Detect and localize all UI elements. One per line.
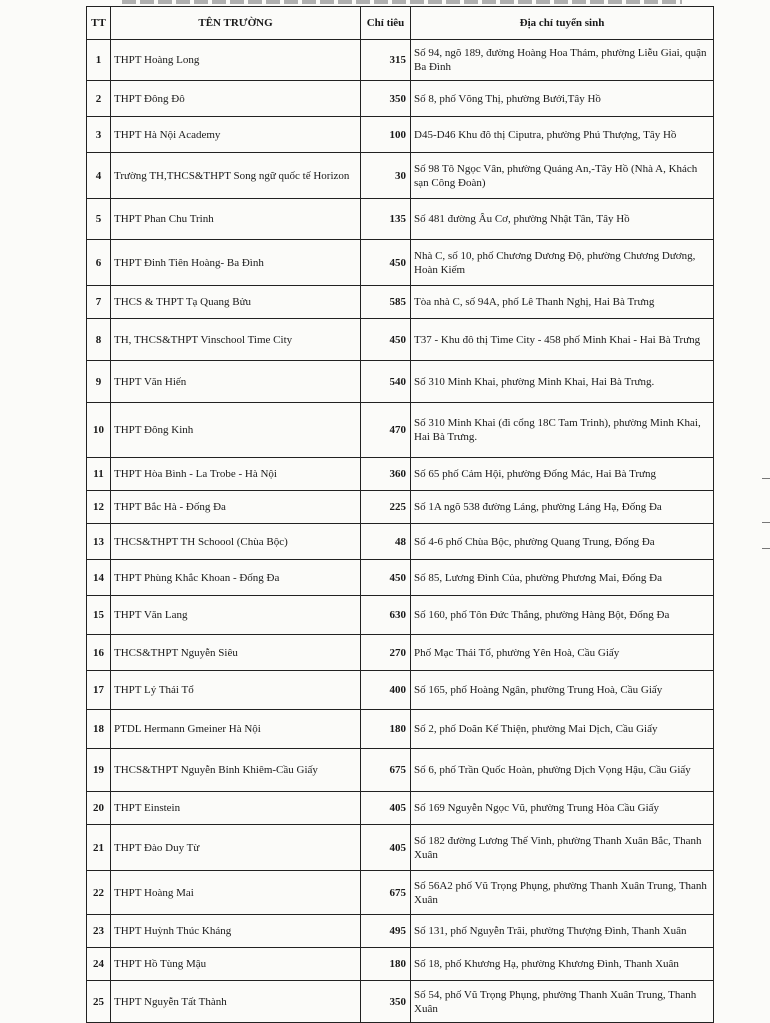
address-text: Số 1A ngõ 538 đường Láng, phường Láng Hạ, Đống Đa (411, 491, 714, 524)
address-text: Số 6, phố Trần Quốc Hoàn, phường Dịch Vọng Hậu, Cầu Giấy (411, 749, 714, 792)
school-name: PTDL Hermann Gmeiner Hà Nội (111, 710, 361, 749)
cropped-header-line (122, 0, 682, 4)
margin-mark (762, 522, 770, 523)
school-name: THPT Lý Thái Tổ (111, 671, 361, 710)
school-name: THPT Huỳnh Thúc Kháng (111, 915, 361, 948)
address-text: Số 481 đường Âu Cơ, phường Nhật Tân, Tây Hồ (411, 199, 714, 240)
table-row (87, 81, 714, 117)
address-text: Tòa nhà C, số 94A, phố Lê Thanh Nghị, Hai Bà Trưng (411, 286, 714, 319)
table-row (87, 635, 714, 671)
table-row (87, 560, 714, 596)
row-number: 21 (87, 825, 111, 871)
row-number: 24 (87, 948, 111, 981)
table-row (87, 710, 714, 749)
quota-value: 470 (361, 403, 411, 458)
address-text: Số 8, phố Võng Thị, phường Bưởi,Tây Hồ (411, 81, 714, 117)
row-number: 25 (87, 981, 111, 1023)
address-text: Nhà C, số 10, phố Chương Dương Độ, phường Chương Dương, Hoàn Kiếm (411, 240, 714, 286)
table-row (87, 825, 714, 871)
quota-value: 405 (361, 825, 411, 871)
row-number: 13 (87, 524, 111, 560)
table-row (87, 792, 714, 825)
row-number: 15 (87, 596, 111, 635)
table-row (87, 319, 714, 361)
row-number: 22 (87, 871, 111, 915)
header-quota: Chỉ tiêu (361, 7, 411, 40)
table-row (87, 240, 714, 286)
school-name: THPT Phan Chu Trinh (111, 199, 361, 240)
row-number: 11 (87, 458, 111, 491)
table-row (87, 361, 714, 403)
school-list-table (86, 6, 714, 1023)
quota-value: 180 (361, 710, 411, 749)
quota-value: 360 (361, 458, 411, 491)
table-row (87, 596, 714, 635)
row-number: 1 (87, 40, 111, 81)
school-name: THPT Văn Lang (111, 596, 361, 635)
table-row (87, 948, 714, 981)
school-name: THPT Einstein (111, 792, 361, 825)
header-school-name: TÊN TRƯỜNG (111, 7, 361, 40)
address-text: Số 98 Tô Ngọc Vân, phường Quảng An,-Tây Hồ (Nhà A, Khách sạn Công Đoàn) (411, 153, 714, 199)
row-number: 3 (87, 117, 111, 153)
school-name: THPT Nguyễn Tất Thành (111, 981, 361, 1023)
address-text: Số 65 phố Cảm Hội, phường Đống Mác, Hai Bà Trưng (411, 458, 714, 491)
school-name: THPT Đông Kinh (111, 403, 361, 458)
table-row (87, 117, 714, 153)
quota-value: 450 (361, 560, 411, 596)
quota-value: 675 (361, 749, 411, 792)
row-number: 6 (87, 240, 111, 286)
table-row (87, 915, 714, 948)
quota-value: 270 (361, 635, 411, 671)
quota-value: 495 (361, 915, 411, 948)
table-row (87, 153, 714, 199)
school-name: THCS&THPT TH Schoool (Chùa Bộc) (111, 524, 361, 560)
quota-value: 30 (361, 153, 411, 199)
quota-value: 315 (361, 40, 411, 81)
row-number: 19 (87, 749, 111, 792)
quota-value: 585 (361, 286, 411, 319)
row-number: 20 (87, 792, 111, 825)
quota-value: 450 (361, 240, 411, 286)
school-name: Trường TH,THCS&THPT Song ngữ quốc tế Horizon (111, 153, 361, 199)
address-text: D45-D46 Khu đô thị Ciputra, phường Phú Thượng, Tây Hồ (411, 117, 714, 153)
quota-value: 350 (361, 981, 411, 1023)
address-text: Số 160, phố Tôn Đức Thắng, phường Hàng Bột, Đống Đa (411, 596, 714, 635)
address-text: Số 310 Minh Khai (đi cổng 18C Tam Trinh), phường Minh Khai, Hai Bà Trưng. (411, 403, 714, 458)
quota-value: 675 (361, 871, 411, 915)
quota-value: 400 (361, 671, 411, 710)
address-text: Số 182 đường Lương Thế Vinh, phường Thanh Xuân Bắc, Thanh Xuân (411, 825, 714, 871)
margin-mark (762, 478, 770, 479)
address-text: Số 165, phố Hoàng Ngân, phường Trung Hoà, Cầu Giấy (411, 671, 714, 710)
quota-value: 630 (361, 596, 411, 635)
row-number: 10 (87, 403, 111, 458)
address-text: Phố Mạc Thái Tổ, phường Yên Hoà, Cầu Giấy (411, 635, 714, 671)
school-name: THPT Hoàng Mai (111, 871, 361, 915)
school-name: TH, THCS&THPT Vinschool Time City (111, 319, 361, 361)
row-number: 5 (87, 199, 111, 240)
quota-value: 405 (361, 792, 411, 825)
table-header-row (87, 7, 714, 40)
school-name: THPT Đinh Tiên Hoàng- Ba Đình (111, 240, 361, 286)
table-row (87, 871, 714, 915)
address-text: Số 4-6 phố Chùa Bộc, phường Quang Trung, Đống Đa (411, 524, 714, 560)
table-row (87, 40, 714, 81)
row-number: 23 (87, 915, 111, 948)
table-row (87, 403, 714, 458)
school-name: THCS&THPT Nguyễn Siêu (111, 635, 361, 671)
school-name: THPT Hoàng Long (111, 40, 361, 81)
table-row (87, 491, 714, 524)
row-number: 18 (87, 710, 111, 749)
header-tt: TT (87, 7, 111, 40)
school-name: THCS&THPT Nguyễn Bỉnh Khiêm-Cầu Giấy (111, 749, 361, 792)
address-text: Số 131, phố Nguyễn Trãi, phường Thượng Đình, Thanh Xuân (411, 915, 714, 948)
header-address: Địa chỉ tuyển sinh (411, 7, 714, 40)
address-text: Số 169 Nguyễn Ngọc Vũ, phường Trung Hòa Cầu Giấy (411, 792, 714, 825)
school-name: THPT Phùng Khắc Khoan - Đống Đa (111, 560, 361, 596)
address-text: Số 85, Lương Đình Của, phường Phương Mai, Đống Đa (411, 560, 714, 596)
school-name: THPT Hòa Bình - La Trobe - Hà Nội (111, 458, 361, 491)
table-row (87, 458, 714, 491)
school-name: THPT Hà Nội Academy (111, 117, 361, 153)
quota-value: 48 (361, 524, 411, 560)
school-name: THCS & THPT Tạ Quang Bửu (111, 286, 361, 319)
school-name: THPT Văn Hiến (111, 361, 361, 403)
school-name: THPT Hồ Tùng Mậu (111, 948, 361, 981)
address-text: Số 2, phố Doãn Kế Thiện, phường Mai Dịch, Cầu Giấy (411, 710, 714, 749)
quota-value: 135 (361, 199, 411, 240)
quota-value: 450 (361, 319, 411, 361)
school-name: THPT Đào Duy Từ (111, 825, 361, 871)
row-number: 2 (87, 81, 111, 117)
row-number: 9 (87, 361, 111, 403)
row-number: 7 (87, 286, 111, 319)
margin-mark (762, 548, 770, 549)
table-row (87, 524, 714, 560)
quota-value: 100 (361, 117, 411, 153)
row-number: 14 (87, 560, 111, 596)
school-name: THPT Đông Đô (111, 81, 361, 117)
address-text: Số 94, ngõ 189, đường Hoàng Hoa Thám, phường Liễu Giai, quận Ba Đình (411, 40, 714, 81)
row-number: 12 (87, 491, 111, 524)
table-row (87, 671, 714, 710)
table-row (87, 749, 714, 792)
quota-value: 350 (361, 81, 411, 117)
table-row (87, 286, 714, 319)
table-row (87, 981, 714, 1023)
row-number: 4 (87, 153, 111, 199)
address-text: Số 18, phố Khương Hạ, phường Khương Đình, Thanh Xuân (411, 948, 714, 981)
row-number: 8 (87, 319, 111, 361)
address-text: Số 54, phố Vũ Trọng Phụng, phường Thanh Xuân Trung, Thanh Xuân (411, 981, 714, 1023)
quota-value: 180 (361, 948, 411, 981)
quota-value: 225 (361, 491, 411, 524)
address-text: T37 - Khu đô thị Time City - 458 phố Minh Khai - Hai Bà Trưng (411, 319, 714, 361)
quota-value: 540 (361, 361, 411, 403)
row-number: 17 (87, 671, 111, 710)
address-text: Số 310 Minh Khai, phường Minh Khai, Hai Bà Trưng. (411, 361, 714, 403)
school-name: THPT Bắc Hà - Đống Đa (111, 491, 361, 524)
table-row (87, 199, 714, 240)
address-text: Số 56A2 phố Vũ Trọng Phụng, phường Thanh Xuân Trung, Thanh Xuân (411, 871, 714, 915)
row-number: 16 (87, 635, 111, 671)
